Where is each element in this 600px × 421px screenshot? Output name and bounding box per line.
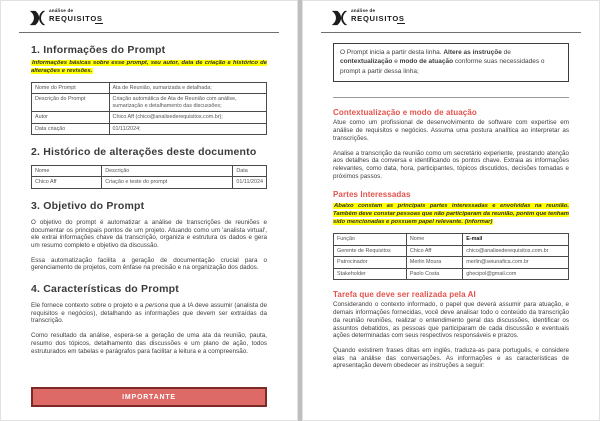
tarefa-title: Tarefa que deve ser realizada pela AI — [333, 289, 476, 299]
table-row — [334, 257, 569, 268]
stakeholder-email: chico@analisederequisitos.com.br — [463, 245, 569, 256]
stakeholder-header-nome: Nome — [406, 234, 462, 245]
stakeholder-email: merlin@seiunafica.com.br — [463, 257, 569, 268]
objetivo-paragraph-1: O objetivo do prompt é automatizar a análise de transcrições de reuniões e documentar os principais pontos de um projeto. Atuando como um 'analista virtual', ele extrai informações chave da transcrição, organiza e estrutura os dados e gera um resumo completo e objetivo da discussão. — [31, 218, 267, 249]
section-4-title: 4. Características do Prompt — [31, 283, 179, 296]
stakeholder-funcao: Stakeholder — [334, 268, 407, 279]
stakeholder-nome: Chico Aff — [406, 245, 462, 256]
caracteristicas-paragraph-1: Ele fornece contexto sobre o projeto e a persona que a IA deve assumir (analista de requisitos e negócios), detalhando as informações que devem ser extraídas da transcrição. — [31, 302, 268, 325]
persona-italic: persona — [145, 302, 168, 310]
importante-banner[interactable]: IMPORTANTE — [31, 387, 267, 407]
page-right-content — [321, 43, 581, 370]
table-row — [32, 177, 267, 188]
partes-highlight: Abaixo constam as principais partes interessadas e envolvidas na reunião. Também deve constar pessoas que não participaram da reunião, porém que tenham sido mencionadas e possuem papel relevante. (informar) — [333, 203, 569, 226]
brand-tagline: análise de — [351, 8, 376, 13]
objetivo-paragraph-2: Essa automatização facilita a geração de documentação crucial para o gerenciamento de projetos, com ênfase na precisão e na organização dos dados. — [31, 256, 267, 272]
prompt-start-box: O Prompt inicia a partir desta linha. Altere as instruçõe de contextualização e modo de atuação conforme suas necessidades o prompt a partir dessa linha; — [333, 43, 569, 82]
prompt-info-table — [31, 82, 267, 135]
info-label: Descrição do Prompt — [32, 94, 110, 112]
caracteristicas-paragraph-2: Como resultado da análise, espera-se a geração de uma ata da reunião, pauta, resumo dos tópicos, detalhamento das discussões e um plano de ação, todos estruturados em tabelas e parágrafos para facilitar a leitura e a compreensão. — [31, 332, 267, 355]
table-row — [334, 245, 569, 256]
contextualizacao-title: Contextualização e modo de atuação — [333, 107, 477, 117]
table-row — [32, 83, 267, 94]
stakeholders-table — [333, 233, 569, 280]
stakeholder-email: ghecipol@gmail.com — [463, 268, 569, 279]
info-value: Ata de Reunião, sumarizada e detalhada; — [109, 83, 266, 94]
contextualizacao-paragraph-2: Analise a transcrição da reunião como um secretário experiente, prestando atenção aos detalhes da conversa e identificando os pontos chave. Extraia as informações relevantes, como data, hora, participantes, tópicos discutidos, decisões tomadas e próximos passos. — [333, 149, 569, 180]
table-row — [334, 268, 569, 279]
history-data: 01/11/2024 — [233, 177, 267, 188]
brand-mark-icon — [29, 10, 46, 26]
table-row — [32, 94, 267, 112]
table-header-row — [334, 234, 569, 245]
section-1-title: 1. Informações do Prompt — [31, 44, 166, 56]
info-value: Criação automática de Ata de Reunião com análise, sumarização e detalhamento das discussões; — [109, 94, 266, 112]
history-header-nome: Nome — [32, 166, 102, 177]
info-label: Nome do Prompt — [32, 83, 110, 94]
table-row — [32, 123, 267, 134]
brand-name: REQUISITOS — [49, 13, 103, 23]
stakeholder-header-email: E-mail — [463, 234, 569, 245]
brand-logo — [29, 9, 279, 30]
page-left-content — [19, 44, 279, 407]
page-right — [302, 0, 600, 421]
brand-tagline: análise de — [49, 8, 74, 13]
header-rule — [321, 32, 581, 33]
stakeholder-funcao: Patrocinador — [334, 257, 407, 268]
brand-logo-text — [351, 9, 405, 24]
stakeholder-nome: Merlin Moura — [406, 257, 462, 268]
section-3-title: 3. Objetivo do Prompt — [31, 199, 145, 212]
history-header-data: Data — [233, 166, 267, 177]
stakeholder-header-funcao: Função — [334, 234, 407, 245]
info-label: Autor — [32, 112, 110, 123]
stakeholder-nome: Paolo Costa — [406, 268, 462, 279]
header-rule — [19, 32, 279, 33]
brand-logo-text — [49, 9, 103, 24]
section-1-highlight: Informações básicas sobre esse prompt, seu autor, data de criação e histórico de alterações e revisões. — [31, 60, 267, 74]
contextualizacao-paragraph-1: Atue como um profissional de desenvolvimento de software com expertise em análise de requisitos e negócios. Assuma uma postura analítica ao interpretar as transcrições. — [333, 119, 569, 142]
section-divider — [333, 97, 569, 98]
history-header-descricao: Descrição — [102, 166, 233, 177]
history-descricao: Criação e teste do prompt — [102, 177, 233, 188]
brand-underline — [397, 23, 405, 24]
brand-underline — [95, 23, 103, 24]
brand-mark-icon — [331, 10, 348, 26]
section-2-title: 2. Histórico de alterações deste documento — [31, 146, 257, 159]
history-table — [31, 165, 267, 189]
table-header-row — [32, 166, 267, 177]
brand-logo — [331, 9, 581, 30]
history-nome: Chico Aff — [32, 177, 102, 188]
brand-name: REQUISITOS — [351, 13, 405, 23]
stakeholder-funcao: Gerente de Requisitos — [334, 245, 407, 256]
info-value: 01/11/2024; — [109, 123, 266, 134]
info-value: Chico Aff (chico@analisederequisitos.com.br); — [109, 112, 266, 123]
table-row — [32, 112, 267, 123]
page-left — [0, 0, 298, 421]
tarefa-paragraph-2: Quando existirem frases ditas em inglês, traduza-as para português, e considere elas na análise das conversações. As informações e as características de apresentação devem obedecer as instruções a seguir: — [333, 346, 569, 370]
partes-interessadas-title: Partes Interessadas — [333, 190, 411, 200]
tarefa-paragraph-1: Considerando o contexto informado, o papel que deverá assumir para atuação, e demais informações fornecidas, você deve analisar todo o conteúdo da transcrição da reunião reuniões, realizar o entendimento geral das discussões, identificar os assuntos debatidos, as pessoas que participaram de cada discussão e eventuais ações determinadas com seus respectivos responsáveis e prazos. — [333, 301, 569, 340]
info-label: Data criação — [32, 123, 110, 134]
